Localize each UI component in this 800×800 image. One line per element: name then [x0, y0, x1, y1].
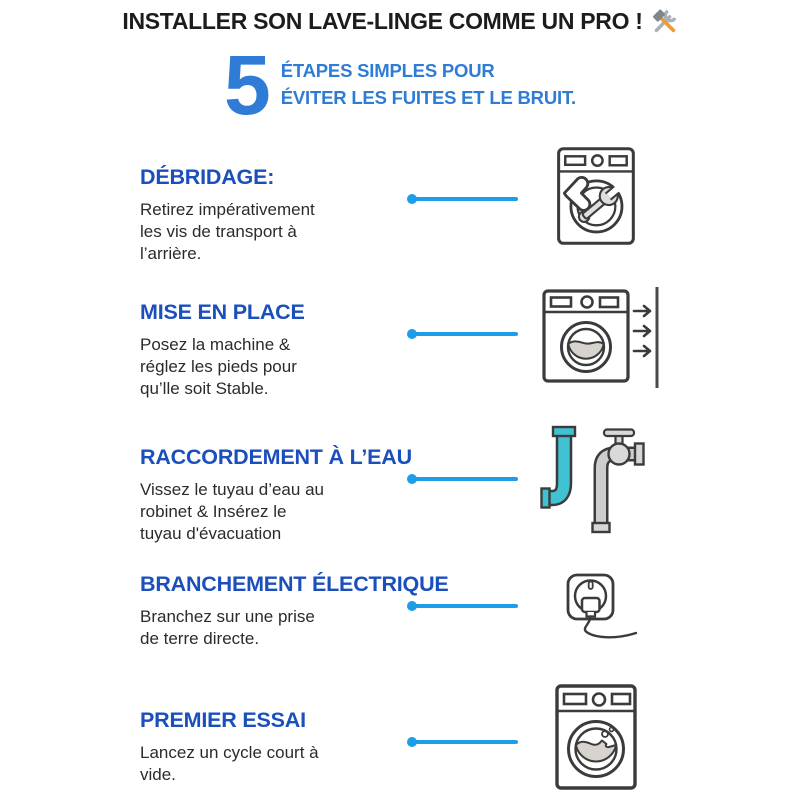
washing-machine-cycle-icon [548, 680, 643, 800]
page-title: INSTALLER SON LAVE-LINGE COMME UN PRO ! [122, 8, 643, 34]
step-heading: MISE EN PLACE [140, 300, 305, 324]
step-description: Lancez un cycle court à vide. [140, 743, 319, 785]
connector-line [412, 332, 518, 336]
step-description: Vissez le tuyau d’eau au robinet & Insérez le tuyau d'évacuation [140, 480, 324, 544]
intro-subtitle-line2: ÉVITER LES FUITES ET LE BRUIT. [280, 87, 576, 109]
washing-machine-push-to-wall-icon [538, 285, 660, 395]
step-heading: PREMIER ESSAI [140, 708, 306, 732]
step-debridage [0, 165, 800, 300]
connector-line [412, 197, 518, 201]
water-pipes-faucet-icon [540, 422, 650, 542]
connector-line [412, 477, 518, 481]
intro-block [0, 38, 800, 132]
washing-machine-wrench-icon [548, 144, 643, 253]
step-premier-essai [0, 708, 800, 800]
step-heading: BRANCHEMENT ÉLECTRIQUE [140, 572, 449, 596]
step-description: Posez la machine & réglez les pieds pour qu’lle soit Stable. [140, 335, 297, 399]
step-heading: RACCORDEMENT À L’EAU [140, 445, 412, 469]
power-outlet-plug-icon [552, 560, 652, 665]
step-description: Retirez impérativement les vis de transport à l’arrière. [140, 200, 315, 264]
intro-subtitle-line1: ÉTAPES SIMPLES POUR [280, 60, 495, 82]
connector-line [412, 604, 518, 608]
step-heading: DÉBRIDAGE: [140, 165, 275, 189]
hammer-and-wrench-icon [651, 8, 678, 35]
connector-line [412, 740, 518, 744]
step-description: Branchez sur une prise de terre directe. [140, 607, 315, 649]
step-branchement-electrique [0, 572, 800, 707]
header [0, 8, 800, 35]
intro-step-count: 5 [224, 38, 271, 132]
step-mise-en-place [0, 300, 800, 435]
step-raccordement-eau [0, 445, 800, 580]
intro-subtitle [281, 60, 576, 109]
